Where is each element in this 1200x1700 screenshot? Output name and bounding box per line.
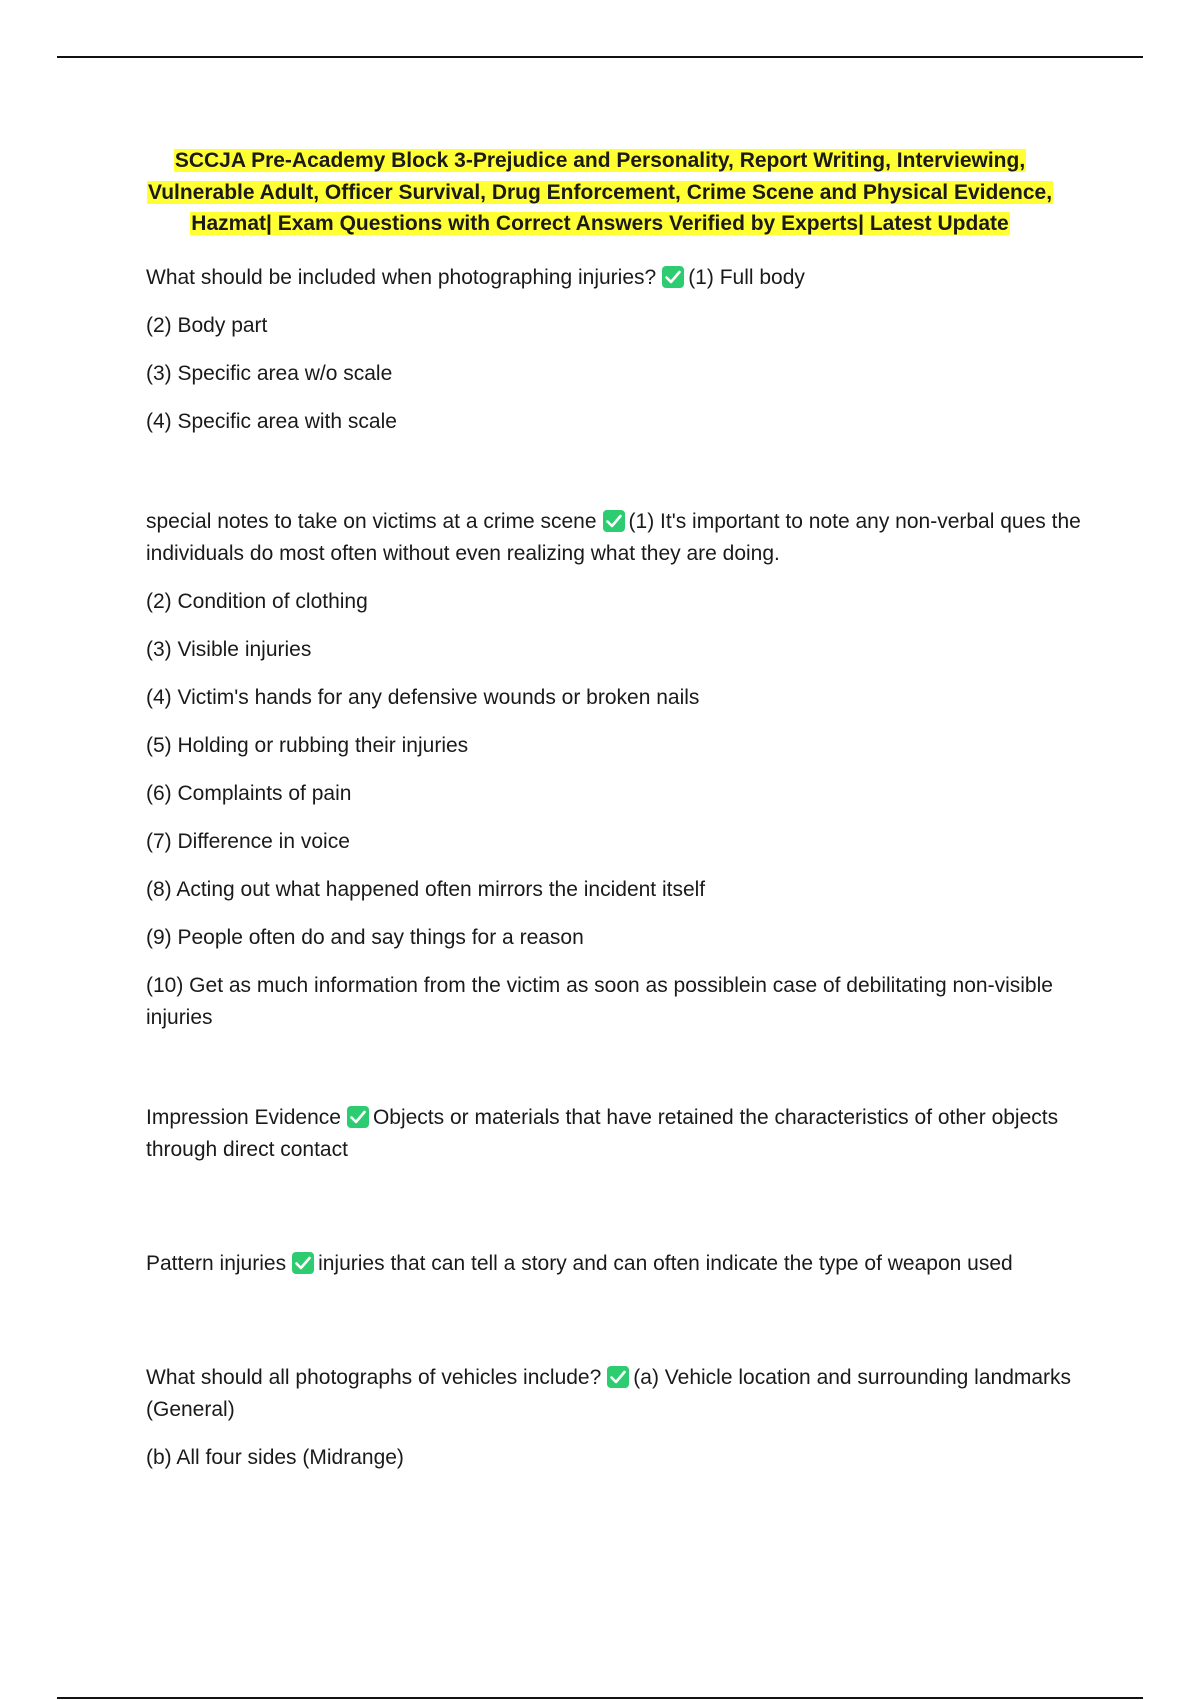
- answer-item: (6) Complaints of pain: [146, 782, 352, 805]
- answer-item: (4) Specific area with scale: [146, 410, 397, 433]
- qa-item: [146, 1248, 1096, 1280]
- title-line-1: SCCJA Pre-Academy Block 3-Prejudice and Personality, Report Writing, Interviewing,: [174, 149, 1026, 172]
- document-title: [130, 145, 1070, 240]
- qa-line: [146, 506, 1096, 570]
- check-icon: [607, 1366, 629, 1388]
- answer-item: (8) Acting out what happened often mirrors the incident itself: [146, 878, 706, 901]
- spacer: [146, 1296, 1096, 1362]
- answer-item: (3) Specific area w/o scale: [146, 362, 393, 385]
- qa-line: [146, 262, 1096, 294]
- document-body: [146, 262, 1096, 1490]
- check-icon: [662, 266, 684, 288]
- answer-text: (1) It's important to note any non-verbal ques the individuals do most often without even realizing what they are doing.: [146, 510, 1081, 565]
- answer-item: (4) Victim's hands for any defensive wounds or broken nails: [146, 686, 700, 709]
- question-text: What should all photographs of vehicles include?: [146, 1366, 602, 1389]
- qa-line: [146, 1102, 1096, 1166]
- top-rule: [57, 56, 1143, 58]
- answer-item: (2) Condition of clothing: [146, 590, 368, 613]
- bottom-rule: [57, 1697, 1143, 1699]
- question-text: What should be included when photographing injuries?: [146, 266, 657, 289]
- answer-item: (9) People often do and say things for a reason: [146, 926, 584, 949]
- answer-item: (2) Body part: [146, 314, 268, 337]
- answer-item: (10) Get as much information from the victim as soon as possiblein case of debilitating non-visible injuries: [146, 974, 1053, 1029]
- question-text: Impression Evidence: [146, 1106, 341, 1129]
- answer-text: Objects or materials that have retained the characteristics of other objects through direct contact: [146, 1106, 1059, 1161]
- answer-text: injuries that can tell a story and can often indicate the type of weapon used: [318, 1252, 1013, 1275]
- qa-item: [146, 1102, 1096, 1166]
- answer-text: (a) Vehicle location and surrounding landmarks (General): [146, 1366, 1072, 1421]
- spacer: [146, 1182, 1096, 1248]
- check-icon: [603, 510, 625, 532]
- check-icon: [347, 1106, 369, 1128]
- title-line-3: Hazmat| Exam Questions with Correct Answers Verified by Experts| Latest Update: [191, 212, 1009, 235]
- qa-line: [146, 1362, 1096, 1426]
- qa-item: [146, 506, 1096, 1034]
- qa-item: [146, 262, 1096, 438]
- check-icon: [292, 1252, 314, 1274]
- answer-text: (1) Full body: [688, 266, 805, 289]
- answer-item: (3) Visible injuries: [146, 638, 312, 661]
- qa-line: [146, 1248, 1096, 1280]
- qa-item: [146, 1362, 1096, 1474]
- answer-item: (7) Difference in voice: [146, 830, 350, 853]
- answer-item: (b) All four sides (Midrange): [146, 1446, 404, 1469]
- question-text: special notes to take on victims at a crime scene: [146, 510, 597, 533]
- answer-item: (5) Holding or rubbing their injuries: [146, 734, 469, 757]
- spacer: [146, 454, 1096, 506]
- question-text: Pattern injuries: [146, 1252, 287, 1275]
- spacer: [146, 1050, 1096, 1102]
- title-line-2: Vulnerable Adult, Officer Survival, Drug Enforcement, Crime Scene and Physical Evidence,: [147, 180, 1053, 204]
